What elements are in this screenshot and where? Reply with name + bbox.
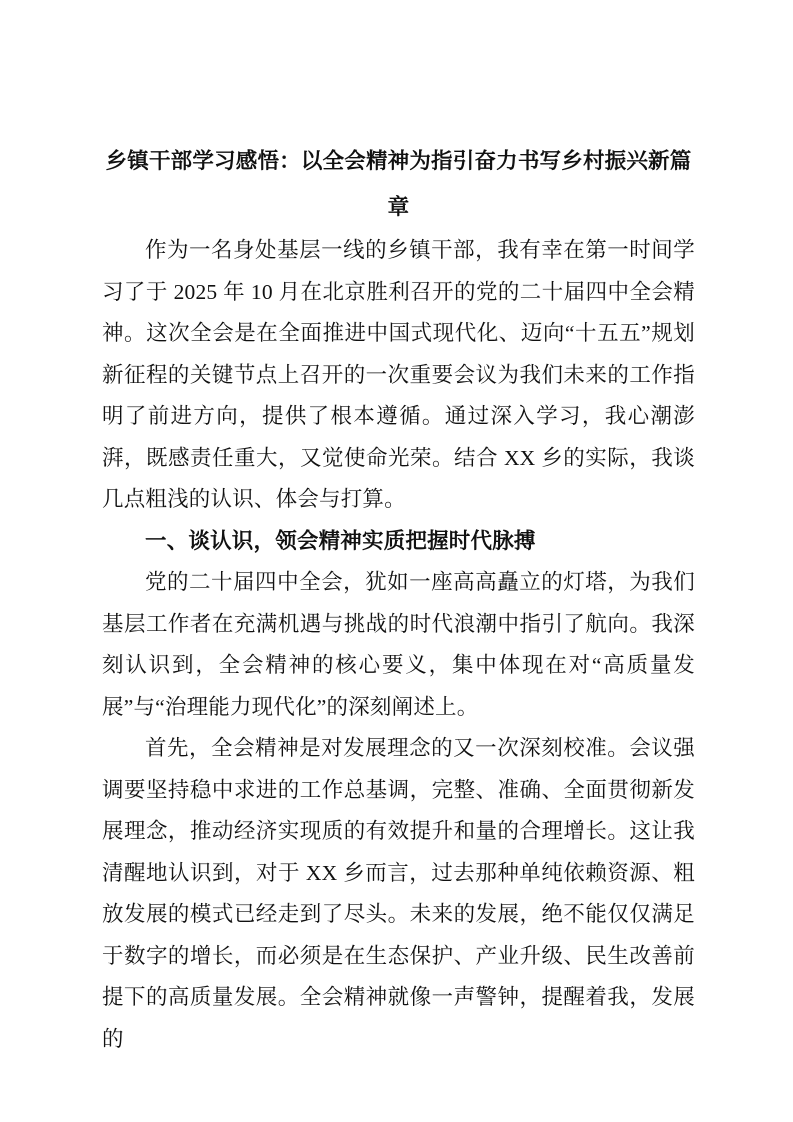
paragraph-intro: 作为一名身处基层一线的乡镇干部，我有幸在第一时间学习了于 2025 年 10 月在北京胜利召开的党的二十届四中全会精神。这次全会是在全面推进中国式现代化、迈向“十五五”规划新征程的关键节点上召开的一次重要会议为我们未来的工作指明了前进方向，提供了根本遵循。通过深入学习，我心潮澎湃，既感责任重大，又觉使命光荣。结合 XX 乡的实际，我谈几点粗浅的认识、体会与打算。: [102, 238, 695, 511]
paragraph-understanding: 党的二十届四中全会，犹如一座高高矗立的灯塔，为我们基层工作者在充满机遇与挑战的时代浪潮中指引了航向。我深刻认识到，全会精神的核心要义，集中体现在对“高质量发展”与“治理能力现代化”的深刻阐述上。: [102, 570, 695, 719]
paragraph-first-point: 首先，全会精神是对发展理念的又一次深刻校准。会议强调要坚持稳中求进的工作总基调，完整、准确、全面贯彻新发展理念，推动经济实现质的有效提升和量的合理增长。这让我清醒地认识到，对于 XX 乡而言，过去那种单纯依赖资源、粗放发展的模式已经走到了尽头。未来的发展，绝不能仅仅满足于数字的增长，而必须是在生态保护、产业升级、民生改善前提下的高质量发展。全会精神就像一声警钟，提醒着我，发展的: [102, 736, 695, 1051]
document-title: 乡镇干部学习感悟：以全会精神为指引奋力书写乡村振兴新篇章: [105, 149, 692, 219]
section-heading-1: 一、谈认识，领会精神实质把握时代脉搏: [145, 528, 536, 553]
document-body: [102, 230, 695, 1060]
